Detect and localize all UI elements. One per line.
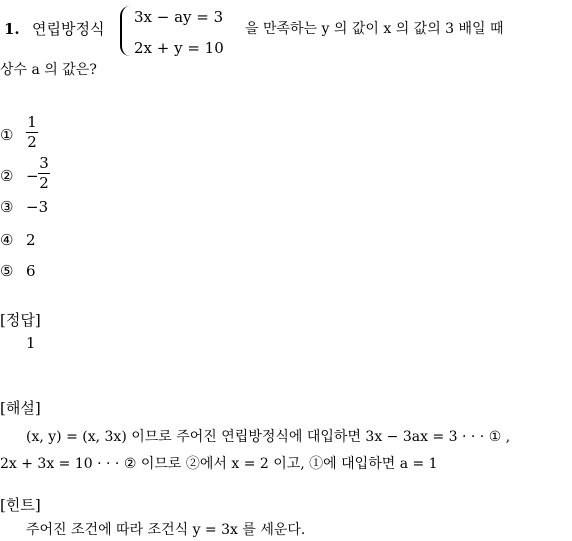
explanation-header: [해설] [0,399,41,417]
explanation-line-1: (x, y) = (x, 3x) 이므로 주어진 연립방정식에 대입하면 3x − 3ax = 3 · · · ① , [26,429,511,445]
option-2-sign: − [26,167,39,185]
option-1-marker: ① [0,126,14,144]
answer-header: [정답] [0,311,41,329]
option-2-numerator: 3 [39,154,49,172]
hint-header: [힌트] [0,496,41,514]
option-2-denominator: 2 [39,174,49,192]
option-2-marker: ② [0,167,14,185]
answer-value: 1 [26,334,36,352]
option-4-value: 2 [26,231,36,249]
explanation-line-2: 2x + 3x = 10 · · · ② 이므로 ②에서 x = 2 이고, ①에 대입하면 a = 1 [0,456,438,472]
question-number: 1. [4,20,20,38]
option-1-denominator: 2 [27,133,37,151]
option-5-value: 6 [26,262,36,280]
option-1-fraction [26,115,38,150]
option-1-numerator: 1 [27,113,37,131]
option-3-value: −3 [26,198,49,216]
option-4-marker: ④ [0,231,14,249]
equation-1: 3x − ay = 3 [134,8,224,26]
option-3-marker: ③ [0,198,14,216]
question-intro: 연립방정식 [32,20,105,38]
question-line-2: 상수 a 의 값은? [0,62,97,78]
option-2-fraction [38,156,50,191]
equation-2: 2x + y = 10 [134,39,224,57]
hint-line-1: 주어진 조건에 따라 조건식 y = 3x 를 세운다. [26,522,306,538]
option-5-marker: ⑤ [0,262,14,280]
question-condition: 을 만족하는 y 의 값이 x 의 값의 3 배일 때 [245,21,504,37]
system-brace [120,6,132,56]
